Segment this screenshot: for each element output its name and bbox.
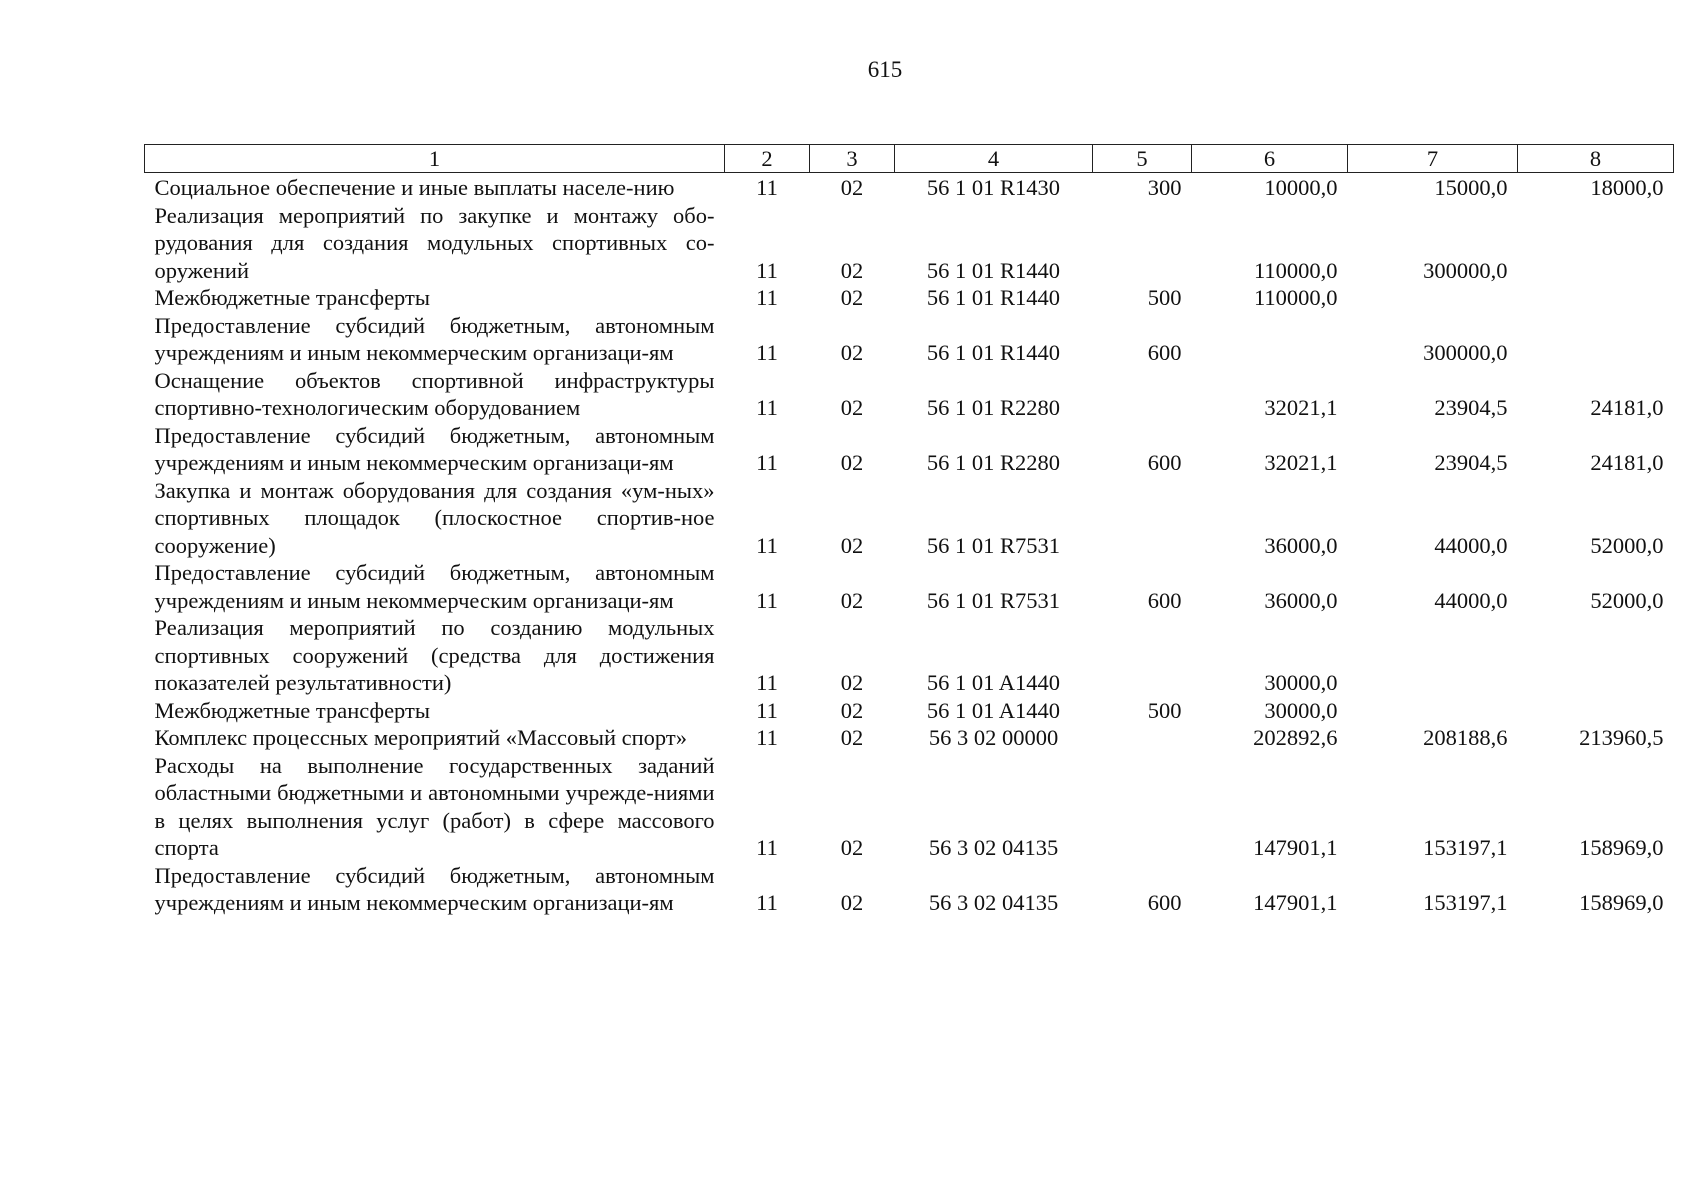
row-amount-col8: 24181,0	[1590, 450, 1664, 475]
row-section-code: 11	[756, 697, 778, 723]
row-section-code: 11	[756, 587, 778, 613]
row-subsection-code: 02	[840, 890, 864, 915]
row-amount-col7: 15000,0	[1434, 175, 1508, 200]
row-description: Расходы на выполнение государственных заданий областными бюджетными и автономными учрежде-ниями в целях выполнения услуг (работ) в сфере массового спорта	[154, 752, 715, 860]
row-description: Реализация мероприятий по закупке и монтажу обо-рудования для создания модульных спортивных со-оружений	[154, 202, 715, 283]
row-subsection-code: 02	[840, 697, 864, 723]
row-amount-col7: 153197,1	[1423, 890, 1508, 915]
row-expense-type: 500	[1147, 697, 1182, 723]
row-expense-type: 500	[1147, 285, 1182, 310]
row-amount-col7: 44000,0	[1434, 587, 1508, 613]
table-row	[145, 202, 1674, 285]
row-amount-col6: 32021,1	[1264, 395, 1338, 420]
row-amount-col7: 153197,1	[1423, 835, 1508, 860]
row-amount-col7: 300000,0	[1423, 257, 1508, 283]
row-amount-col6	[1192, 312, 1348, 367]
row-amount-col7: 208188,6	[1423, 725, 1508, 750]
row-description: Реализация мероприятий по созданию модульных спортивных сооружений (средства для достижения показателей результативности)	[154, 615, 715, 695]
row-amount-col8: 158969,0	[1579, 835, 1664, 860]
row-subsection-code: 02	[840, 340, 864, 365]
row-expense-type: 600	[1147, 450, 1182, 475]
row-description: Межбюджетные трансферты	[154, 697, 430, 723]
row-section-code: 11	[756, 285, 778, 310]
row-section-code: 11	[756, 395, 778, 420]
column-header: 3	[810, 145, 895, 173]
column-header: 2	[725, 145, 810, 173]
table-row	[145, 367, 1674, 422]
row-amount-col6: 202892,6	[1253, 725, 1338, 750]
column-header: 5	[1093, 145, 1192, 173]
row-description: Предоставление субсидий бюджетным, автономным учреждениям и иным некоммерческим организаци-ям	[154, 862, 715, 915]
row-expense-type: 600	[1147, 890, 1182, 915]
table-header-row	[145, 145, 1674, 173]
row-section-code: 11	[756, 257, 778, 283]
row-amount-col7: 23904,5	[1434, 395, 1508, 420]
table-body	[145, 173, 1674, 917]
row-target-article: 56 1 01 R1440	[926, 340, 1061, 365]
row-amount-col8: 18000,0	[1590, 175, 1664, 200]
row-subsection-code: 02	[840, 257, 864, 283]
row-subsection-code: 02	[840, 835, 864, 860]
row-amount-col6: 30000,0	[1264, 697, 1338, 723]
row-amount-col8: 158969,0	[1579, 890, 1664, 915]
row-description: Межбюджетные трансферты	[154, 285, 430, 310]
row-description: Комплекс процессных мероприятий «Массовый спорт»	[154, 725, 687, 750]
row-expense-type: 600	[1147, 340, 1182, 365]
row-amount-col6: 30000,0	[1264, 670, 1338, 695]
table-row	[145, 559, 1674, 614]
column-header: 1	[145, 145, 725, 173]
row-amount-col6: 36000,0	[1264, 532, 1338, 558]
table-row	[145, 422, 1674, 477]
table-row	[145, 284, 1674, 312]
table-row	[145, 862, 1674, 917]
row-target-article: 56 1 01 A1440	[926, 697, 1061, 723]
row-amount-col6: 36000,0	[1264, 587, 1338, 613]
row-target-article: 56 1 01 R1430	[926, 175, 1061, 200]
row-expense-type	[1093, 614, 1192, 697]
row-amount-col8	[1518, 202, 1674, 285]
row-subsection-code: 02	[840, 450, 864, 475]
column-header: 4	[895, 145, 1093, 173]
row-target-article: 56 3 02 04135	[928, 890, 1059, 915]
row-section-code: 11	[756, 890, 778, 915]
row-target-article: 56 1 01 R1440	[926, 285, 1061, 310]
row-amount-col6: 147901,1	[1253, 890, 1338, 915]
row-amount-col8	[1518, 614, 1674, 697]
row-amount-col7	[1348, 697, 1518, 725]
row-amount-col8: 52000,0	[1590, 532, 1664, 558]
row-description: Социальное обеспечение и иные выплаты населе-нию	[154, 175, 675, 200]
row-subsection-code: 02	[840, 395, 864, 420]
row-expense-type	[1093, 752, 1192, 862]
row-expense-type	[1093, 202, 1192, 285]
row-expense-type	[1093, 724, 1192, 752]
row-amount-col6: 147901,1	[1253, 835, 1338, 860]
table-row	[145, 312, 1674, 367]
row-target-article: 56 1 01 R2280	[926, 450, 1061, 475]
row-subsection-code: 02	[840, 587, 864, 613]
row-section-code: 11	[756, 835, 778, 860]
row-description: Предоставление субсидий бюджетным, автономным учреждениям и иным некоммерческим организаци-ям	[154, 312, 715, 365]
row-subsection-code: 02	[840, 670, 864, 695]
row-section-code: 11	[756, 175, 778, 200]
row-amount-col8	[1518, 284, 1674, 312]
row-amount-col8: 52000,0	[1590, 587, 1664, 613]
row-section-code: 11	[756, 725, 778, 750]
row-target-article: 56 3 02 04135	[928, 835, 1059, 860]
row-subsection-code: 02	[840, 175, 864, 200]
row-target-article: 56 1 01 R2280	[926, 395, 1061, 420]
row-amount-col7: 300000,0	[1423, 340, 1508, 365]
row-subsection-code: 02	[840, 532, 864, 558]
page-number: 615	[867, 57, 903, 82]
row-description: Предоставление субсидий бюджетным, автономным учреждениям и иным некоммерческим организаци-ям	[154, 560, 715, 613]
budget-table	[144, 144, 1674, 917]
row-amount-col7: 23904,5	[1434, 450, 1508, 475]
row-amount-col7	[1348, 614, 1518, 697]
row-amount-col6: 32021,1	[1264, 450, 1338, 475]
column-header: 8	[1518, 145, 1674, 173]
table-row	[145, 697, 1674, 725]
table-row	[145, 477, 1674, 560]
row-expense-type	[1093, 477, 1192, 560]
row-target-article: 56 1 01 R1440	[926, 257, 1061, 283]
row-subsection-code: 02	[840, 725, 864, 750]
row-amount-col7: 44000,0	[1434, 532, 1508, 558]
table-row	[145, 752, 1674, 862]
row-expense-type	[1093, 367, 1192, 422]
row-section-code: 11	[756, 340, 778, 365]
column-header: 7	[1348, 145, 1518, 173]
row-target-article: 56 1 01 R7531	[926, 587, 1061, 613]
row-description: Оснащение объектов спортивной инфраструктуры спортивно-технологическим оборудованием	[154, 367, 715, 420]
row-target-article: 56 3 02 00000	[928, 725, 1059, 750]
column-header: 6	[1192, 145, 1348, 173]
row-target-article: 56 1 01 A1440	[926, 670, 1061, 695]
row-amount-col6: 110000,0	[1253, 257, 1338, 283]
row-section-code: 11	[756, 670, 778, 695]
row-amount-col8: 24181,0	[1590, 395, 1664, 420]
row-expense-type: 600	[1147, 587, 1182, 613]
row-expense-type: 300	[1147, 175, 1182, 200]
row-amount-col8: 213960,5	[1579, 725, 1664, 750]
row-amount-col8	[1518, 312, 1674, 367]
row-amount-col7	[1348, 284, 1518, 312]
row-target-article: 56 1 01 R7531	[926, 532, 1061, 558]
table-row	[145, 614, 1674, 697]
row-description: Закупка и монтаж оборудования для создания «ум-ных» спортивных площадок (плоскостное спортив-ное сооружение)	[154, 477, 715, 558]
row-amount-col8	[1518, 697, 1674, 725]
row-section-code: 11	[756, 450, 778, 475]
table-row	[145, 724, 1674, 752]
table-row	[145, 173, 1674, 202]
row-section-code: 11	[756, 532, 778, 558]
row-amount-col6: 10000,0	[1264, 175, 1338, 200]
row-subsection-code: 02	[840, 285, 864, 310]
row-amount-col6: 110000,0	[1253, 285, 1338, 310]
row-description: Предоставление субсидий бюджетным, автономным учреждениям и иным некоммерческим организаци-ям	[154, 422, 715, 475]
